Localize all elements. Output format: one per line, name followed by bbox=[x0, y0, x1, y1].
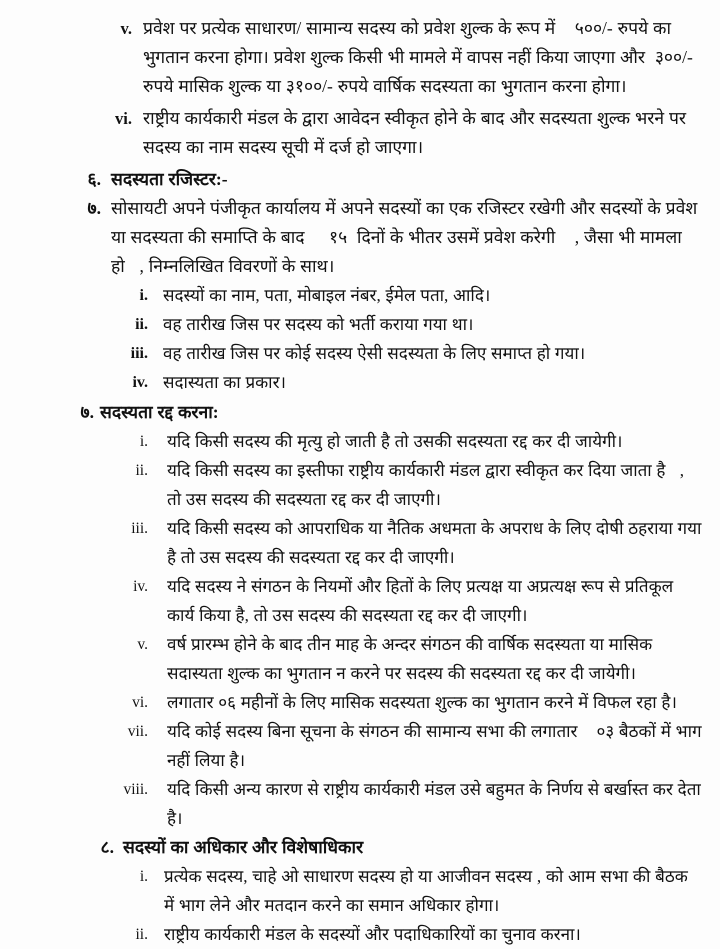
list-item bbox=[0, 572, 720, 630]
section-heading-text: सदस्यों का अधिकार और विशेषाधिकार bbox=[123, 837, 364, 857]
list-item-text: राष्ट्रीय कार्यकारी मंडल के द्वारा आवेदन स्वीकृत होने के बाद और सदस्यता शुल्क भरने पर सदस्य का नाम सदस्य सूची में दर्ज हो जाएगा। bbox=[143, 108, 691, 157]
list-marker: v. bbox=[137, 636, 148, 653]
list-item-text: सदस्यों का नाम, पता, मोबाइल नंबर, ईमेल पता, आदि। bbox=[163, 286, 491, 305]
list-item-text: लगातार ०६ महीनों के लिए मासिक सदस्यता शुल्क का भुगतान करने में विफल रहा है। bbox=[167, 693, 677, 712]
list-marker: vi. bbox=[115, 109, 132, 128]
section-number: ६. bbox=[87, 169, 101, 189]
list-item bbox=[0, 368, 720, 397]
list-marker: i. bbox=[139, 868, 148, 885]
list-item-text: वह तारीख जिस पर सदस्य को भर्ती कराया गया था। bbox=[163, 315, 474, 334]
list-item bbox=[0, 14, 720, 101]
list-marker: ii. bbox=[135, 926, 148, 943]
list-item-text: यदि किसी सदस्य की मृत्यु हो जाती है तो उसकी सदस्यता रद्द कर दी जायेगी। bbox=[167, 432, 623, 451]
list-item-text: यदि किसी सदस्य को आपराधिक या नैतिक अधमता के अपराध के लिए दोषी ठहराया गया है तो उस सदस्य की सदस्यता रद्द कर दी जाएगी। bbox=[167, 519, 707, 567]
list-item bbox=[0, 717, 720, 775]
section-heading-text: सदस्यता रजिस्टर:- bbox=[111, 169, 228, 189]
list-marker: i. bbox=[139, 433, 148, 450]
list-item bbox=[0, 456, 720, 514]
list-marker: iii. bbox=[130, 345, 148, 362]
list-item-text: राष्ट्रीय कार्यकारी मंडल के सदस्यों और पदाधिकारियों का चुनाव करना। bbox=[164, 925, 581, 944]
list-item bbox=[0, 427, 720, 456]
list-item bbox=[0, 514, 720, 572]
list-item bbox=[0, 630, 720, 688]
list-marker: v. bbox=[120, 19, 132, 38]
list-marker: vii. bbox=[127, 723, 148, 740]
list-item bbox=[0, 775, 720, 833]
section-number: ८. bbox=[100, 837, 114, 857]
list-marker: viii. bbox=[123, 781, 148, 798]
list-marker: vi. bbox=[132, 694, 148, 711]
section-paragraph-7-register bbox=[0, 194, 720, 281]
list-item bbox=[0, 104, 720, 162]
section-number: ७. bbox=[80, 402, 94, 422]
list-item-text: यदि कोई सदस्य बिना सूचना के संगठन की सामान्य सभा की लगातार ०३ बैठकों में भाग नहीं लिया है। bbox=[167, 722, 707, 770]
section-heading-7-cancellation bbox=[0, 398, 720, 427]
list-marker: iv. bbox=[132, 374, 148, 391]
section-paragraph-text: सोसायटी अपने पंजीकृत कार्यालय में अपने सदस्यों का एक रजिस्टर रखेगी और सदस्यों के प्रवेश या सदस्यता की समाप्ति के बाद १५ दिनों के भीतर उसमें प्रवेश करेगी , जैसा भी मामला हो , निम्नलिखित विवरणों के साथ। bbox=[111, 198, 703, 276]
list-marker: i. bbox=[139, 287, 148, 304]
section-heading-6 bbox=[0, 165, 720, 194]
list-item-text: वह तारीख जिस पर कोई सदस्य ऐसी सदस्यता के लिए समाप्त हो गया। bbox=[163, 344, 586, 363]
list-item-text: सदास्यता का प्रकार। bbox=[163, 373, 286, 392]
list-item-text: यदि किसी सदस्य का इस्तीफा राष्ट्रीय कार्यकारी मंडल द्वारा स्वीकृत कर दिया जाता है , तो उस सदस्य की सदस्यता रद्द कर दी जाएगी। bbox=[167, 461, 689, 509]
list-marker: ii. bbox=[135, 462, 148, 479]
list-item bbox=[0, 339, 720, 368]
section-number: ७. bbox=[87, 198, 101, 218]
list-item bbox=[0, 281, 720, 310]
list-item bbox=[0, 862, 720, 920]
list-item bbox=[0, 688, 720, 717]
list-item-text: यदि सदस्य ने संगठन के नियमों और हितों के लिए प्रत्यक्ष या अप्रत्यक्ष रूप से प्रतिकूल कार्य किया है, तो उस सदस्य की सदस्यता रद्द कर दी जाएगी। bbox=[167, 577, 678, 625]
list-item-text: प्रवेश पर प्रत्येक साधारण/ सामान्य सदस्य को प्रवेश शुल्क के रूप में ५००/- रुपये का भुगतान करना होगा। प्रवेश शुल्क किसी भी मामले में वापस नहीं किया जाएगा और ३००/- रुपये मासिक शुल्क या ३१००/- रुपये वार्षिक सदस्यता का भुगतान करना होगा। bbox=[143, 18, 698, 96]
page-top-spacer bbox=[0, 0, 720, 14]
list-marker: iii. bbox=[131, 520, 148, 537]
list-marker: iv. bbox=[133, 578, 148, 595]
list-item bbox=[0, 920, 720, 949]
list-item-text: यदि किसी अन्य कारण से राष्ट्रीय कार्यकारी मंडल उसे बहुमत के निर्णय से बर्खास्त कर देता है। bbox=[167, 780, 706, 828]
list-marker: ii. bbox=[135, 316, 148, 333]
list-item-text: वर्ष प्रारम्भ होने के बाद तीन माह के अन्दर संगठन की वार्षिक सदस्यता या मासिक सदास्यता शुल्क का भुगतान न करने पर सदस्य की सदस्यता रद्द कर दी जायेगी। bbox=[167, 635, 657, 683]
list-item-text: प्रत्येक सदस्य, चाहे ओ साधारण सदस्य हो या आजीवन सदस्य , को आम सभा की बैठक में भाग लेने और मतदान करने का समान अधिकार होगा। bbox=[164, 867, 693, 915]
section-heading-text: सदस्यता रद्द करना: bbox=[100, 402, 219, 422]
section-heading-8 bbox=[0, 833, 720, 862]
list-item bbox=[0, 310, 720, 339]
